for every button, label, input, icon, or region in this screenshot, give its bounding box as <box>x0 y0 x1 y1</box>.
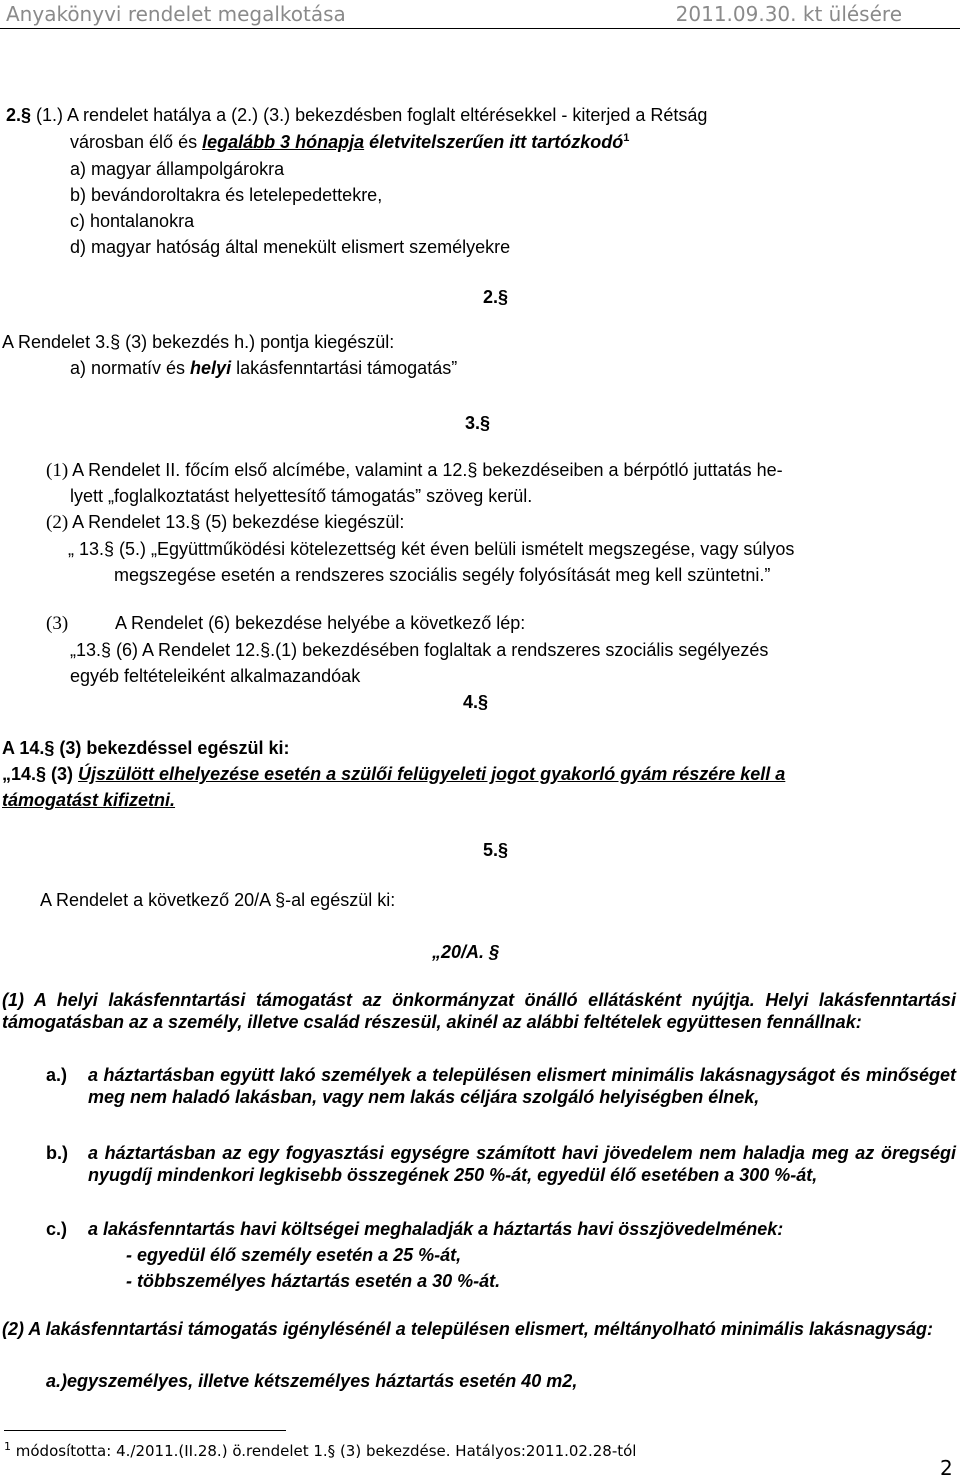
paragraph-intro: A 14.§ (3) bekezdéssel egészül ki: <box>2 738 290 758</box>
paragraph-intro: A Rendelet 3.§ (3) bekezdés h.) pontja kiegészül: <box>2 332 395 352</box>
amendment-text <box>2 763 785 785</box>
subsection-heading: „20/A. § <box>432 942 500 962</box>
quoted-text: „ 13.§ (5.) „Együttműködési kötelezettség két éven belüli ismételt megszegése, vagy súlyos <box>68 539 795 559</box>
paragraph-1-line-2: lyett „foglalkoztatást helyettesítő támogatás” szöveg kerül. <box>70 486 533 506</box>
section-heading: 5.§ <box>483 840 509 860</box>
list-item: a) magyar állampolgárokra <box>70 159 285 179</box>
section-heading: 2.§ <box>483 287 509 307</box>
text-run: városban élő és <box>70 132 203 152</box>
section-heading: 2.§ <box>6 105 32 125</box>
list-item-label: c.) <box>46 1219 68 1239</box>
list-item: d) magyar hatóság által menekült elismert személyekre <box>70 237 511 257</box>
quoted-text: „13.§ (6) A Rendelet 12.§.(1) bekezdésében foglaltak a rendszeres szociális segélyezés <box>70 640 769 660</box>
header-meeting-date: 2011.09.30. kt ülésére <box>675 2 902 26</box>
paragraph-2 <box>46 511 404 534</box>
emphasis-text: helyi <box>190 358 232 378</box>
emphasis-rest: életvitelszerűen itt tartózkodó <box>364 132 624 152</box>
footnote <box>4 1440 636 1462</box>
emphasis-text: legalább 3 hónapja <box>202 132 365 152</box>
paragraph-number: (2) <box>46 512 69 533</box>
list-item: b) bevándoroltakra és letelepedettekre, <box>70 185 383 205</box>
list-item-text: a lakásfenntartás havi költségei meghaladják a háztartás havi összjövedelmének: <box>88 1219 784 1239</box>
dash-item: - többszemélyes háztartás esetén a 30 %-át. <box>126 1271 501 1291</box>
text-run: A Rendelet (6) bekezdése helyébe a következő lép: <box>115 613 526 633</box>
paragraph-intro: A Rendelet a következő 20/A §-al egészül ki: <box>40 890 396 910</box>
section-2-paragraph-1 <box>6 104 707 126</box>
section-2-line-2 <box>70 131 629 153</box>
running-header <box>0 0 960 29</box>
list-item-label: a.) <box>46 1065 68 1085</box>
quoted-text: egyéb feltételeiként alkalmazandóak <box>70 666 361 686</box>
paragraph-2: (2) A lakásfenntartási támogatás igénylésénél a településen elismert, méltányolható minimális lakásnagyság: <box>2 1319 934 1339</box>
quoted-text: megszegése esetén a rendszeres szociális segély folyósítását meg kell szüntetni.” <box>114 565 771 585</box>
paragraph-3 <box>46 612 525 635</box>
footnote-text: módosította: 4./2011.(II.28.) ö.rendelet 1.§ (3) bekezdése. Hatályos:2011.02.28-tól <box>11 1442 637 1460</box>
section-heading: 4.§ <box>463 692 489 712</box>
paragraph-number: (3) <box>46 613 69 634</box>
text-run: (1) A helyi lakásfenntartási támogatást az önkormányzat önálló ellátásként nyújtja. <box>2 990 755 1010</box>
list-item-text: a háztartásban együtt lakó személyek a településen elismert minimális lakásnagyságot és minőséget meg nem haladó lakásban, vagy nem lakás céljára szolgáló helyiségben élnek, <box>88 1065 956 1107</box>
text-run: Helyi lakásfenntartási támogatásban az a személy, illetve család részesül, akinél az alábbi feltételek együttesen fennállnak: <box>2 990 956 1032</box>
list-item: c) hontalanokra <box>70 211 195 231</box>
page-number: 2 <box>940 1456 953 1480</box>
amendment-text-line-2: támogatást kifizetni. <box>2 790 176 810</box>
footnote-reference: 1 <box>623 132 630 144</box>
emphasis-text: Újszülött elhelyezése esetén a szülői felügyeleti jogot gyakorló gyám részére kell a <box>78 764 786 784</box>
list-item-text: a háztartásban az egy fogyasztási egységre számított havi jövedelem nem haladja meg az öregségi nyugdíj mindenkori legkisebb összegének 250 %-át, egyedül élő esetében a 300 %-át, <box>88 1143 956 1185</box>
text-run: A Rendelet 13.§ (5) bekezdése kiegészül: <box>68 512 405 532</box>
dash-item: - egyedül élő személy esetén a 25 %-át, <box>126 1245 462 1265</box>
section-heading: 3.§ <box>465 413 491 433</box>
paragraph-1 <box>46 459 783 482</box>
footnote-number: 1 <box>4 1440 11 1453</box>
footnote-separator <box>4 1430 286 1431</box>
header-title: Anyakönyvi rendelet megalkotása <box>6 2 346 26</box>
text-run: A Rendelet II. főcím első alcímébe, valamint a 12.§ bekezdéseiben a bérpótló juttatás he- <box>68 460 783 480</box>
paragraph-number: (1) <box>46 460 69 481</box>
list-item: a.)egyszemélyes, illetve kétszemélyes háztartás esetén 40 m2, <box>46 1371 578 1391</box>
list-item <box>70 357 457 379</box>
text-run: a) normatív és <box>70 358 191 378</box>
text-run: lakásfenntartási támogatás” <box>231 358 458 378</box>
text-run: „14.§ (3) <box>2 764 79 784</box>
list-item-label: b.) <box>46 1143 68 1163</box>
section-text: (1.) A rendelet hatálya a (2.) (3.) bekezdésben foglalt eltérésekkel - kiterjed a Rétság <box>31 105 708 125</box>
paragraph-1 <box>2 989 956 1033</box>
